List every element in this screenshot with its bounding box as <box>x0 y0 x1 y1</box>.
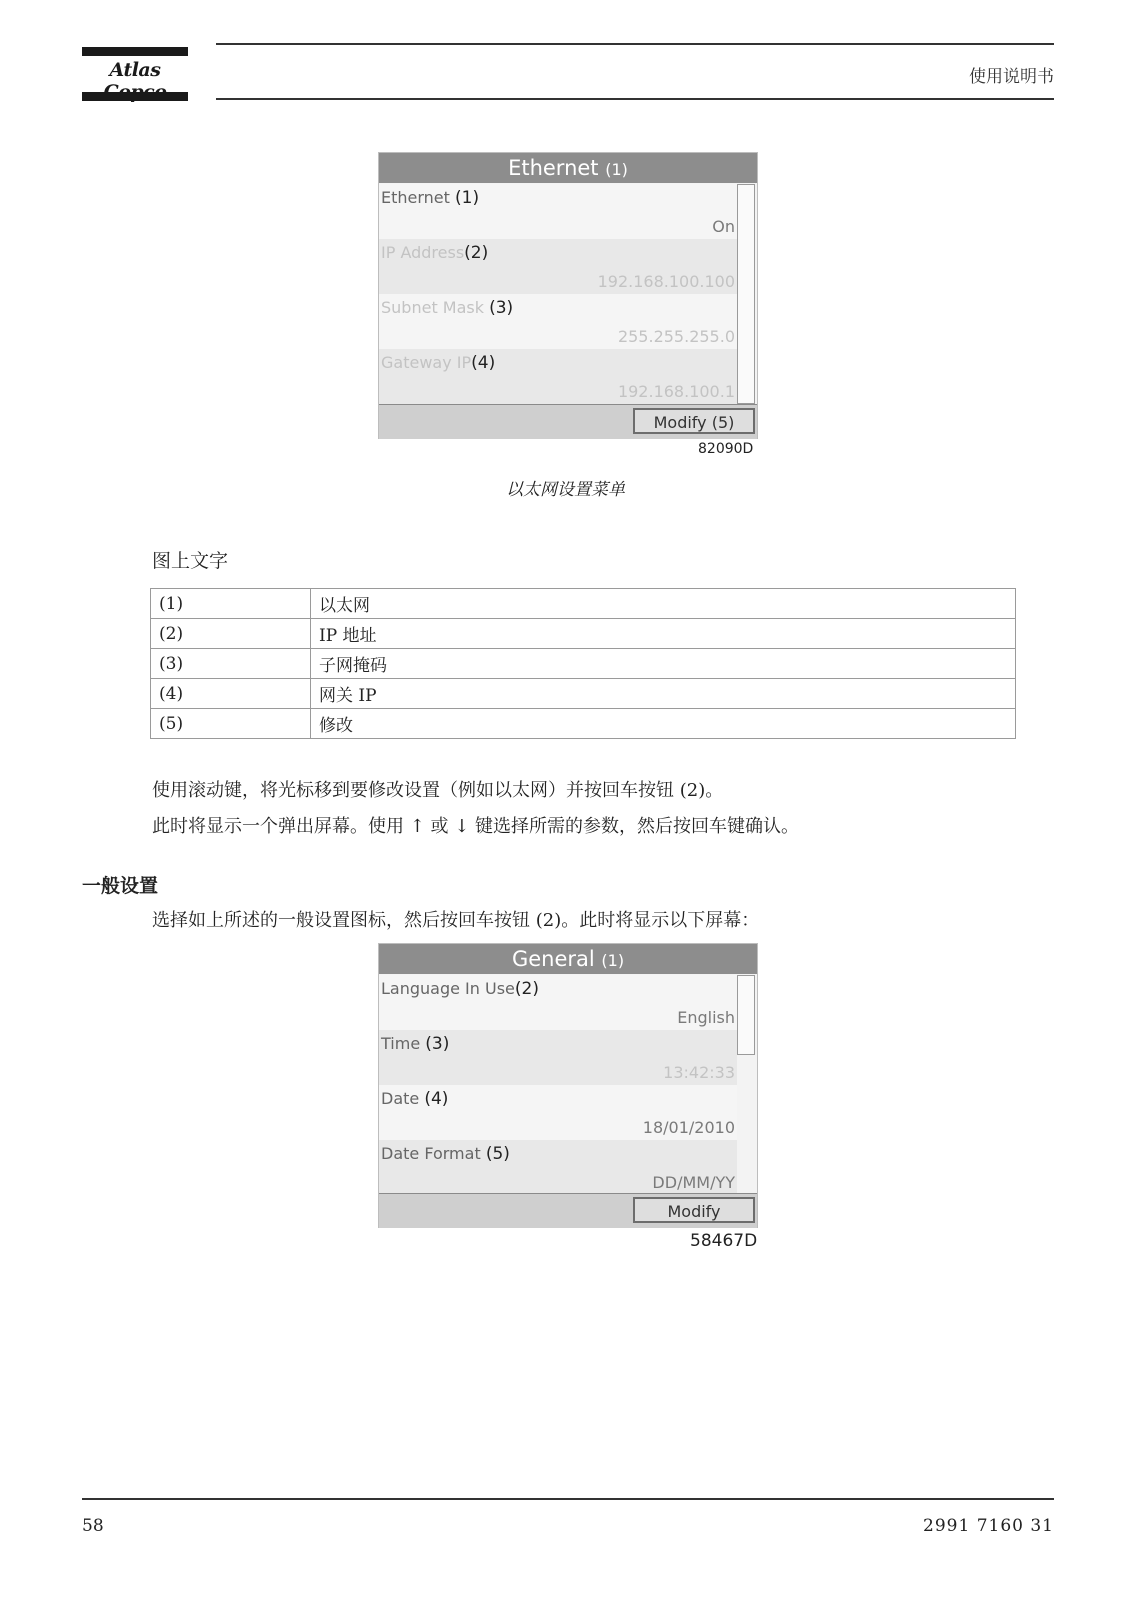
setting-value: 255.255.255.0 <box>617 327 735 346</box>
callout: (2) <box>464 243 489 263</box>
legend-number: (1) <box>151 589 311 619</box>
setting-row-date-format[interactable] <box>379 1140 737 1195</box>
callout: (1) <box>455 188 480 208</box>
atlas-copco-logo <box>82 47 188 101</box>
setting-label: Gateway IP(4) <box>381 353 496 373</box>
legend-table <box>150 588 1016 739</box>
scrollbar[interactable] <box>737 184 755 404</box>
legend-text: IP 地址 <box>311 619 1016 649</box>
header-rule-top <box>216 43 1054 45</box>
legend-number: (5) <box>151 709 311 739</box>
setting-row-gateway-ip[interactable] <box>379 349 737 404</box>
figure-code: 58467D <box>690 1231 758 1251</box>
setting-label: Language In Use(2) <box>381 979 539 999</box>
table-row <box>151 709 1016 739</box>
callout: (2) <box>514 979 539 999</box>
setting-label: Date Format (5) <box>381 1144 510 1164</box>
modify-button[interactable]: Modify <box>633 1197 755 1223</box>
table-row <box>151 589 1016 619</box>
scrollbar[interactable] <box>737 975 755 1055</box>
header-title: 使用说明书 <box>969 67 1054 87</box>
instruction-paragraph-2: 此时将显示一个弹出屏幕。使用 ↑ 或 ↓ 键选择所需的参数，然后按回车键确认。 <box>152 816 800 837</box>
legend-number: (2) <box>151 619 311 649</box>
section-intro: 选择如上所述的一般设置图标，然后按回车按钮 (2)。此时将显示以下屏幕： <box>152 910 760 931</box>
callout: (3) <box>489 298 514 318</box>
legend-text: 以太网 <box>311 589 1016 619</box>
setting-row-subnet-mask[interactable] <box>379 294 737 349</box>
page-number: 58 <box>82 1516 104 1536</box>
footer-rule <box>82 1498 1054 1500</box>
callout: (4) <box>471 353 496 373</box>
setting-label: Ethernet (1) <box>381 188 480 208</box>
modify-button[interactable]: Modify (5) <box>633 408 755 434</box>
setting-value: 18/01/2010 <box>642 1118 735 1137</box>
callout: (4) <box>424 1089 449 1109</box>
legend-text: 子网掩码 <box>311 649 1016 679</box>
setting-row-ethernet[interactable] <box>379 184 737 239</box>
logo-bar-bottom <box>82 92 188 101</box>
legend-text: 修改 <box>311 709 1016 739</box>
screen-footer <box>379 1193 757 1228</box>
setting-value: English <box>677 1008 735 1027</box>
document-number: 2991 7160 31 <box>923 1516 1054 1536</box>
callout: (5) <box>711 413 735 432</box>
general-screen <box>378 943 758 1228</box>
header-rule-bottom <box>216 98 1054 100</box>
screen-title-bar <box>379 153 757 183</box>
legend-number: (4) <box>151 679 311 709</box>
figure-caption: 以太网设置菜单 <box>506 480 625 500</box>
setting-value: On <box>712 217 735 236</box>
table-row <box>151 649 1016 679</box>
callout: (1) <box>601 951 625 970</box>
setting-row-language[interactable] <box>379 975 737 1030</box>
legend-heading: 图上文字 <box>152 550 229 572</box>
logo-text: Atlas <box>109 59 161 81</box>
setting-value: DD/MM/YY <box>652 1173 735 1192</box>
table-row <box>151 619 1016 649</box>
setting-value: 192.168.100.1 <box>617 382 735 401</box>
screen-title: Ethernet <box>508 156 599 180</box>
setting-value: 13:42:33 <box>663 1063 735 1082</box>
screen-footer <box>379 404 757 439</box>
legend-text: 网关 IP <box>311 679 1016 709</box>
callout: (1) <box>605 160 628 179</box>
instruction-paragraph-1: 使用滚动键，将光标移到要修改设置（例如以太网）并按回车按钮 (2)。 <box>152 780 724 801</box>
setting-row-ip-address[interactable] <box>379 239 737 294</box>
table-row <box>151 679 1016 709</box>
setting-row-date[interactable] <box>379 1085 737 1140</box>
setting-value: 192.168.100.100 <box>597 272 735 291</box>
legend-number: (3) <box>151 649 311 679</box>
ethernet-screen <box>378 152 758 439</box>
logo-bar-top <box>82 47 188 56</box>
setting-label: Date (4) <box>381 1089 449 1109</box>
section-heading: 一般设置 <box>82 875 159 897</box>
setting-row-time[interactable] <box>379 1030 737 1085</box>
figure-code: 82090D <box>698 441 754 457</box>
setting-label: Time (3) <box>381 1034 450 1054</box>
callout: (3) <box>425 1034 450 1054</box>
screen-title: General <box>511 947 595 971</box>
setting-label: IP Address(2) <box>381 243 489 263</box>
screen-title-bar <box>379 944 757 974</box>
setting-label: Subnet Mask (3) <box>381 298 514 318</box>
callout: (5) <box>485 1144 510 1164</box>
